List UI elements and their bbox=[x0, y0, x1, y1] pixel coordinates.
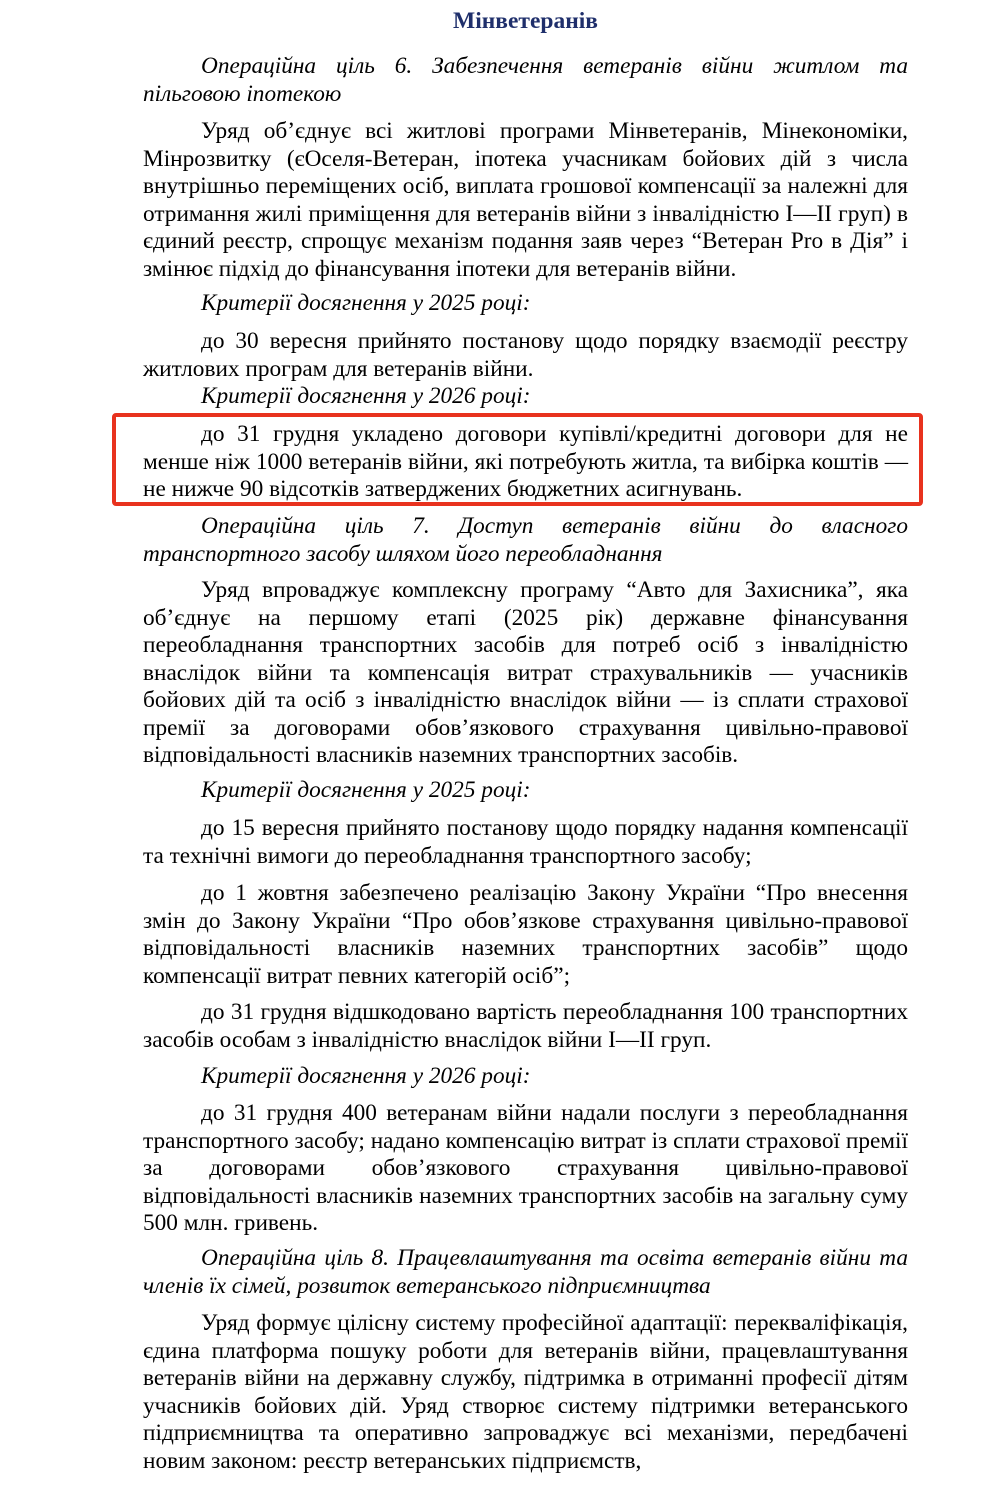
highlight-box bbox=[112, 413, 923, 506]
goal-7-criteria-2026-label: Критерії досягнення у 2026 році: bbox=[201, 1063, 531, 1089]
goal-6-text: Уряд об’єднує всі житлові програми Мінветеранів, Мінекономіки, Мінрозвитку (єОселя-Ветеран, іпотека учасникам бойових дій з числа внутрішньо переміщених осіб, виплата грошової компенсації за належні для отримання жилі приміщення для ветеранів війни з інвалідністю I—II груп) в єдиний реєстр, спрощує механізм подання заяв через “Ветеран Pro в Дія” і змінює підхід до фінансування іпотеки для ветеранів війни. bbox=[143, 118, 908, 282]
goal-7-text: Уряд впроваджує комплексну програму “Авто для Захисника”, яка об’єднує на першому етапі (2025 рік) державне фінансування переобладнання транспортних засобів для потреб осіб з інвалідністю внаслідок війни та компенсація витрат страхувальників — учасників бойових дій та осіб з інвалідністю внаслідок війни — із сплати страхової премії за договорами обов’язкового страхування цивільно-правової відповідальності власників наземних транспортних засобів. bbox=[143, 577, 908, 768]
goal-7-criteria-2025-label: Критерії досягнення у 2025 році: bbox=[201, 777, 531, 803]
goal-7-title: Операційна ціль 7. Доступ ветеранів війни до власного транспортного засобу шляхом його переобладнання bbox=[143, 513, 908, 567]
goal-7-criteria-2025-item: до 31 грудня відшкодовано вартість переобладнання 100 транспортних засобів особам з інвалідністю внаслідок війни I—II груп. bbox=[143, 999, 908, 1053]
goal-6-criteria-2025-label: Критерії досягнення у 2025 році: bbox=[201, 290, 531, 316]
goal-6-criteria-2026-label: Критерії досягнення у 2026 році: bbox=[201, 383, 531, 409]
goal-7-criteria-2025-item: до 15 вересня прийнято постанову щодо порядку надання компенсації та технічні вимоги до переобладнання транспортного засобу; bbox=[143, 815, 908, 869]
goal-7-criteria-2025-item: до 1 жовтня забезпечено реалізацію Закону України “Про внесення змін до Закону України “Про обов’язкове страхування цивільно-правової відповідальності власників наземних транспортних засобів” щодо компенсації витрат певних категорій осіб”; bbox=[143, 880, 908, 989]
goal-6-criteria-2025-text: до 30 вересня прийнято постанову щодо порядку взаємодії реєстру житлових програм для ветеранів війни. bbox=[143, 328, 908, 382]
goal-6-title: Операційна ціль 6. Забезпечення ветеранів війни житлом та пільговою іпотекою bbox=[143, 53, 908, 107]
goal-7-criteria-2026-text: до 31 грудня 400 ветеранам війни надали послуги з переобладнання транспортного засобу; надано компенсацію витрат із сплати страхової премії за договорами обов’язкового страхування цивільно-правової відповідальності власників наземних транспортних засобів на загальну суму 500 млн. гривень. bbox=[143, 1100, 908, 1236]
goal-8-title: Операційна ціль 8. Працевлаштування та освіта ветеранів війни та членів їх сімей, розвиток ветеранського підприємництва bbox=[143, 1245, 908, 1299]
page-title: Мінветеранів bbox=[453, 8, 598, 34]
goal-6-criteria-2026-text: до 31 грудня укладено договори купівлі/кредитні договори для не менше ніж 1000 ветеранів війни, які потребують житла, та вибірка коштів — не нижче 90 відсотків затверджених бюджетних асигнувань. bbox=[143, 421, 908, 502]
goal-8-text: Уряд формує цілісну систему професійної адаптації: перекваліфікація, єдина платформа пошуку роботи для ветеранів війни, працевлаштування ветеранів війни на державну службу, підтримка в отриманні професії дітям учасників бойових дій. Уряд створює систему підтримки ветеранського підприємництва та оперативно запроваджує всі механізми, передбачені новим законом: реєстр ветеранських підприємств, bbox=[143, 1310, 908, 1474]
